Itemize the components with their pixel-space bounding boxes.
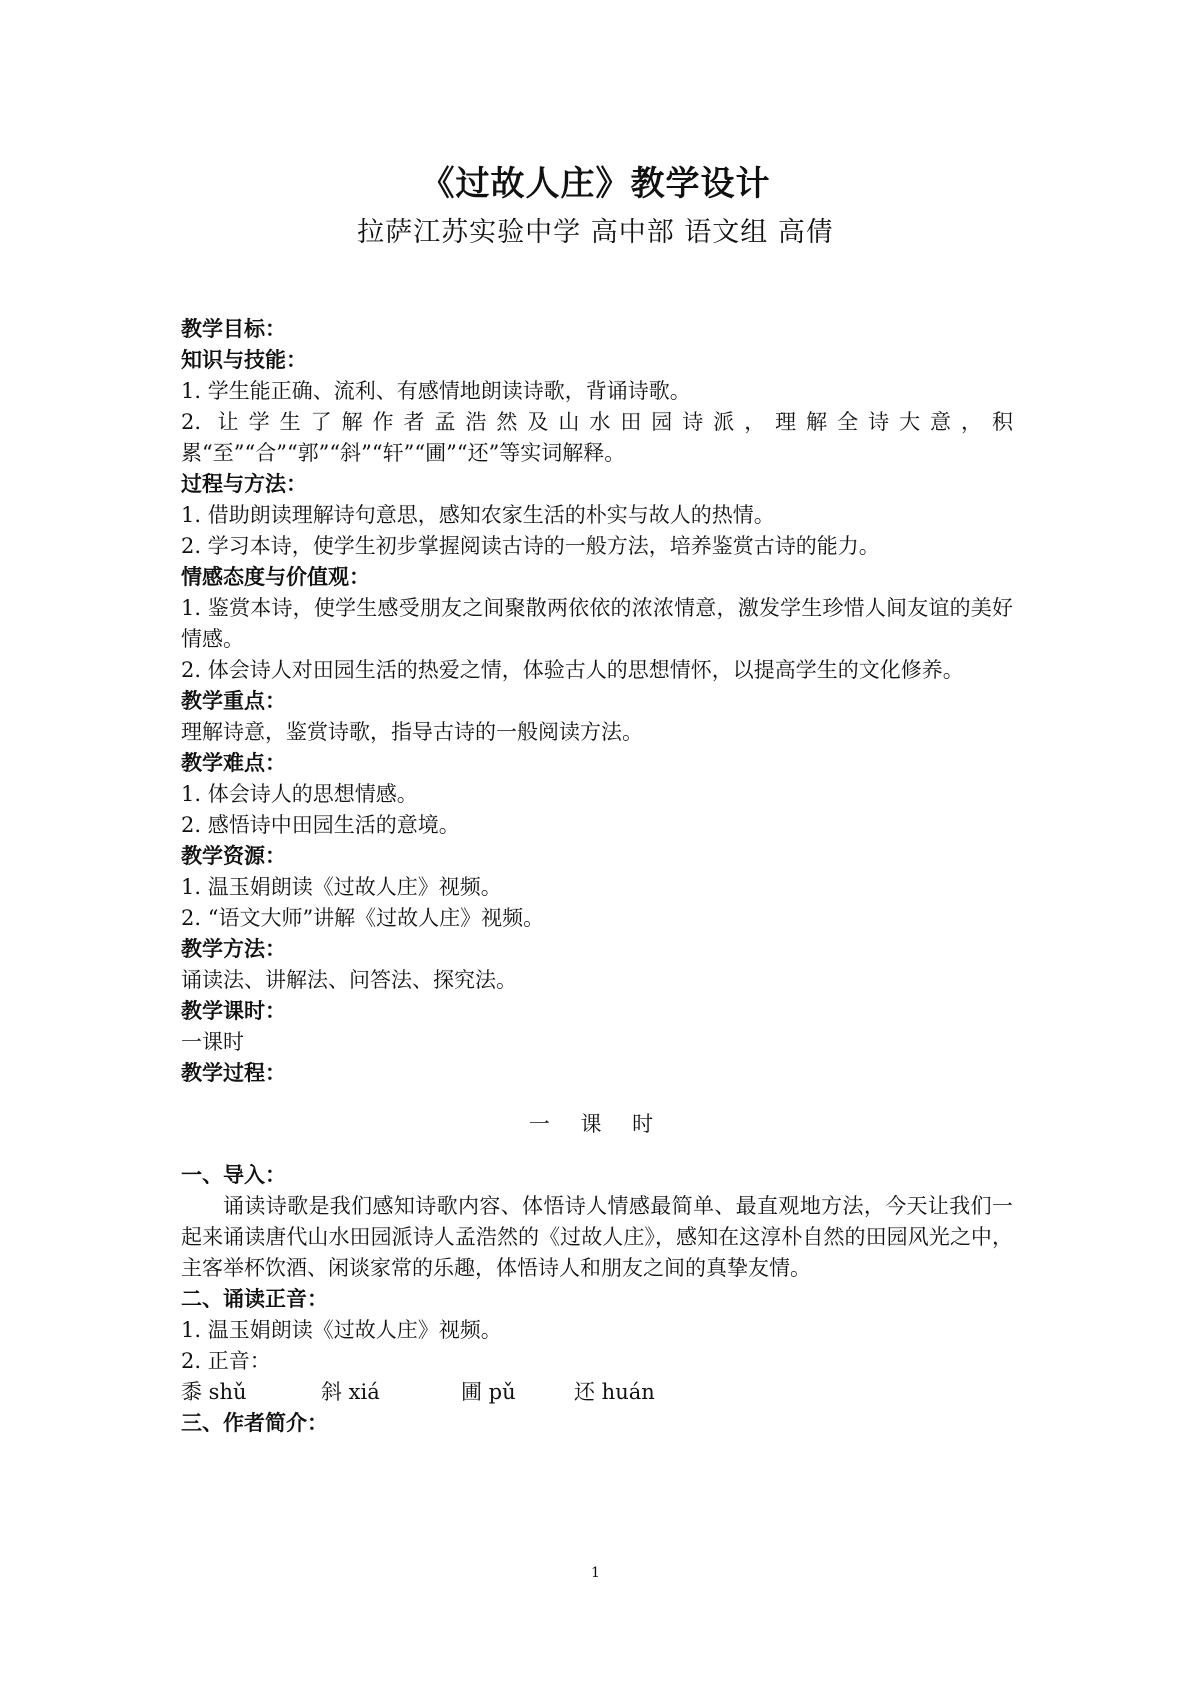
section-heading: 三、作者简介： — [181, 1411, 328, 1435]
section-heading: 情感态度与价值观： — [181, 565, 370, 589]
section-heading: 教学重点： — [181, 689, 286, 713]
paragraph: 一课时 — [181, 1030, 244, 1054]
pronunciation-row — [181, 1377, 1013, 1408]
section-heading: 教学方法： — [181, 937, 286, 961]
section-heading: 教学过程： — [181, 1061, 286, 1085]
section-heading: 教学难点： — [181, 751, 286, 775]
list-item: 2. 让学生了解作者孟浩然及山水田园诗派，理解全诗大意，积累“至”“合”“郭”“斜”“轩”“圃”“还”等实词解释。 — [181, 410, 1013, 465]
list-item: 2. 正音： — [181, 1349, 271, 1373]
document-title: 《过故人庄》教学设计 — [420, 164, 771, 204]
pronunciation-item: 黍 shǔ — [181, 1380, 247, 1404]
list-item: 1. 温玉娟朗读《过故人庄》视频。 — [181, 875, 502, 899]
list-item: 1. 借助朗读理解诗句意思，感知农家生活的朴实与故人的热情。 — [181, 503, 775, 527]
list-item: 2. 体会诗人对田园生活的热爱之情，体验古人的思想情怀，以提高学生的文化修养。 — [181, 658, 964, 682]
document-body — [181, 314, 1013, 1439]
list-item: 1. 体会诗人的思想情感。 — [181, 782, 418, 806]
list-item: 2. 感悟诗中田园生活的意境。 — [181, 813, 460, 837]
paragraph: 诵读诗歌是我们感知诗歌内容、体悟诗人情感最简单、最直观地方法，今天让我们一起来诵读唐代山水田园派诗人孟浩然的《过故人庄》，感知在这淳朴自然的田园风光之中，主客举杯饮酒、闲谈家常的乐趣，体悟诗人和朋友之间的真挚友情。 — [181, 1194, 1013, 1280]
paragraph: 诵读法、讲解法、问答法、探究法。 — [181, 968, 517, 992]
section-heading: 教学课时： — [181, 999, 286, 1023]
section-heading: 知识与技能： — [181, 348, 307, 372]
list-item: 1. 温玉娟朗读《过故人庄》视频。 — [181, 1318, 502, 1342]
section-heading: 一、导入： — [181, 1163, 286, 1187]
pronunciation-item: 还 huán — [574, 1380, 655, 1404]
document-subtitle: 拉萨江苏实验中学 高中部 语文组 高倩 — [357, 217, 834, 248]
list-item: 1. 学生能正确、流利、有感情地朗读诗歌，背诵诗歌。 — [181, 379, 691, 403]
section-heading: 二、诵读正音： — [181, 1287, 328, 1311]
pronunciation-item: 圃 pǔ — [461, 1380, 516, 1404]
list-item: 2. “语文大师”讲解《过故人庄》视频。 — [181, 906, 545, 930]
list-item: 2. 学习本诗，使学生初步掌握阅读古诗的一般方法，培养鉴赏古诗的能力。 — [181, 534, 880, 558]
section-heading: 教学目标： — [181, 317, 286, 341]
paragraph: 理解诗意，鉴赏诗歌，指导古诗的一般阅读方法。 — [181, 720, 643, 744]
page-number: 1 — [591, 1565, 600, 1581]
section-heading: 教学资源： — [181, 844, 286, 868]
pronunciation-item: 斜 xiá — [321, 1380, 380, 1404]
section-heading: 过程与方法： — [181, 472, 307, 496]
list-item: 1. 鉴赏本诗，使学生感受朋友之间聚散两依依的浓浓情意，激发学生珍惜人间友谊的美好情感。 — [181, 596, 1013, 651]
lesson-label: 一 课 时 — [528, 1112, 666, 1136]
